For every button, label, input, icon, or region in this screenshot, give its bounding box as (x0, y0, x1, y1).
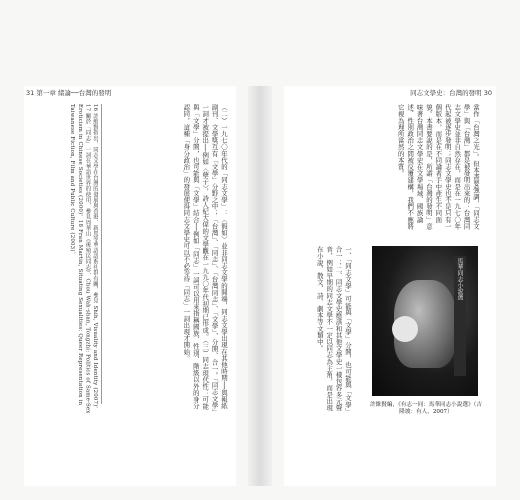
right-lower-text: 一、「同志文學」可能與「文學」分開，也可能與「文學」合一；二、同志文學史應該和其他文學史一樣包容多元聲音，例如早期的同志文學不一定以同志為主角，而是出現在小說、散文、詩、劇本等文類中。 (315, 246, 352, 412)
left-running-head: 31 第一章 緒論──台灣的發明 (26, 89, 112, 97)
footnote-divider (101, 104, 102, 404)
right-body-text: 當作「台灣之光」。但本書要強調，「同志文學」與「台灣」都是被發明出來的：台灣同志文學史並非自然存在，而是在一九七〇年代起被逐步發明；同志文學史也不是只有一個版本，而是在不同論者手中產生不同面貌。本書要說的是，所謂「台灣的發明」意味著台灣同志文學史在文學場域、國族論述、性別政治之間被反覆建構，我們不應將它視為理所當然的本質。 (396, 104, 480, 230)
book-cover-photo (372, 246, 478, 396)
book-gutter (248, 86, 272, 486)
photo-caption: 許維賢編，《有志一同：馬華同志小說選》（吉隆坡：有人，2007） (370, 402, 482, 416)
left-footnotes: 16 許維賢指出，同志文學在台灣的發展與香港、新馬等華語語系社群有關，參見 Shih, Visuality and Identity (2007)。17 關於「同志」一詞在華語世界的使用，參見周華山《後殖民同志》、Chou Wah-shan, Tongzhi: Politics of Same-Sex Eroticism in Chinese Societies (2000)。18 Fran Martin, Situating Sexualities: Queer Representation in Taiwanese Fiction, Film and Public Culture (2003)。 (69, 104, 98, 414)
left-body-text: （二）一九七〇年代的「同志文學」：〈假如〉並非同志文學的開端，同志文學出現在其他時期──與報紙副刊、文學獎互有「文學」分野之中；「台灣」、「同志」、「台灣同志」、「文學」，分開、合一。「同志文學」一詞才被提出──例如〈孽子〉，詩人紀大偉的文學觀在一九九〇年代初期已形成。（三）同志現代性：可能與「文學」分開，也可能與「文學」結合──例如「同志」一詞可以用來指稱國族、性別、階級以外的身分認同，這種「身分政治」的發展使得同志文學史可以不必等待「同志」一詞出現才開始。 (182, 104, 228, 412)
cover-title-band (454, 256, 466, 376)
right-running-head: 同志文學史：台灣的發明 30 (410, 89, 492, 97)
cover-title: 馬華同志小說選 (456, 258, 463, 300)
white-disc (392, 316, 418, 342)
